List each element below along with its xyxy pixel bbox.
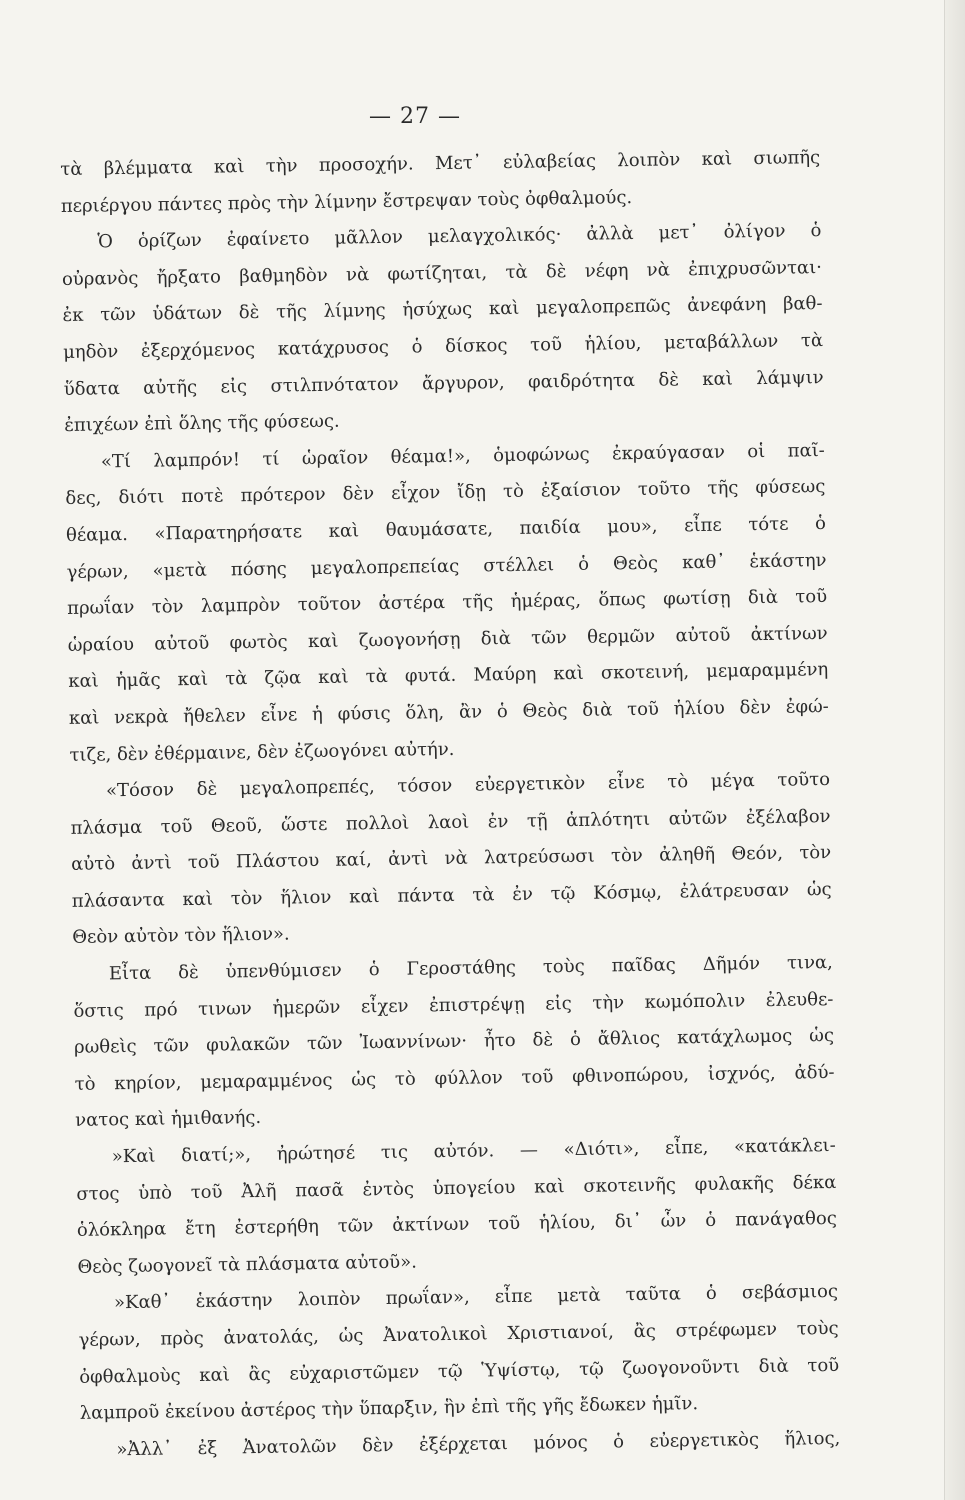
text-line: στος ὑπὸ τοῦ Ἀλῆ πασᾶ ἐντὸς ὑπογείου καὶ σκοτεινῆς φυλακῆς δέκα xyxy=(76,1171,837,1205)
text-line: καὶ νεκρὰ ἤθελεν εἶνε ἡ φύσις ὅλη, ἂν ὁ Θεὸς διὰ τοῦ ἡλίου δὲν ἐφώ- xyxy=(68,695,829,729)
text-line: οὐρανὸς ἤρξατο βαθμηδὸν νὰ φωτίζηται, τὰ δὲ νέφη νὰ ἐπιχρυσῶνται· xyxy=(61,256,823,290)
text-line: ρωθεὶς τῶν φυλακῶν τῶν Ἰωαννίνων· ἦτο δὲ ὁ ἄθλιος κατάχλωμος ὡς xyxy=(73,1025,835,1059)
body-text xyxy=(60,140,841,1469)
text-line: τιζε, δὲν ἐθέρμαινε, δὲν ἐζωογόνει αὐτήν. xyxy=(69,738,455,766)
text-line: Θεὸν αὐτὸν τὸν ἥλιον». xyxy=(72,923,290,949)
text-line: «Τόσον δὲ μεγαλοπρεπές, τόσον εὐεργετικὸν εἶνε τὸ μέγα τοῦτο xyxy=(105,769,831,802)
text-line: γέρων, πρὸς ἀνατολάς, ὡς Ἀνατολικοὶ Χριστιανοί, ἂς στρέφωμεν τοὺς xyxy=(78,1317,839,1351)
text-line: »Καθ᾽ ἑκάστην λοιπὸν πρωΐαν», εἶπε μετὰ ταῦτα ὁ σεβάσμιος xyxy=(113,1281,839,1314)
text-line: γέρων, «μετὰ πόσης μεγαλοπρεπείας στέλλει ὁ Θεὸς καθ᾽ ἑκάστην xyxy=(66,549,827,583)
text-line: Θεὸς ζωογονεῖ τὰ πλάσματα αὐτοῦ». xyxy=(77,1251,418,1278)
text-line: ὀφθαλμοὺς καὶ ἂς εὐχαριστῶμεν τῷ Ὑψίστῳ, τῷ ζωογονοῦντι διὰ τοῦ xyxy=(79,1354,840,1388)
text-line: «Τί λαμπρόν! τί ὡραῖον θέαμα!», ὁμοφώνως ἐκραύγασαν οἱ παῖ- xyxy=(100,439,825,473)
text-line: τὰ βλέμματα καὶ τὴν προσοχήν. Μετ᾽ εὐλαβείας λοιπὸν καὶ σιωπῆς xyxy=(60,147,821,180)
text-line: πρωΐαν τὸν λαμπρὸν τοῦτον ἀστέρα τῆς ἡμέρας, ὅπως φωτίσῃ διὰ τοῦ xyxy=(67,586,828,620)
text-line: »Ἀλλ᾽ ἐξ Ἀνατολῶν δὲν ἐξέρχεται μόνος ὁ εὐεργετικὸς ἥλιος, xyxy=(116,1427,841,1461)
text-line: νατος καὶ ἡμιθανής. xyxy=(75,1107,262,1132)
text-line: μηδὸν ἐξερχόμενος κατάχρυσος ὁ δίσκος τοῦ ἡλίου, μεταβάλλων τὰ xyxy=(62,330,824,363)
text-line: τὸ κηρίον, μεμαραμμένος ὡς τὸ φύλλον τοῦ φθινοπώρου, ἰσχνός, ἀδύ- xyxy=(74,1061,835,1095)
text-line: θέαμα. «Παρατηρήσατε καὶ θαυμάσατε, παιδία μου», εἶπε τότε ὁ xyxy=(65,512,827,546)
text-line: πλάσμα τοῦ Θεοῦ, ὥστε πολλοὶ λαοὶ ἐν τῇ ἁπλότητι αὐτῶν ἐξέλαβον xyxy=(70,805,831,839)
text-line: Εἶτα δὲ ὑπενθύμισεν ὁ Γεροστάθης τοὺς παῖδας Δῆμόν τινα, xyxy=(108,952,833,985)
text-line: αὐτὸ ἀντὶ τοῦ Πλάστου καί, ἀντὶ νὰ λατρεύσωσι τὸν ἀληθῆ Θεόν, τὸν xyxy=(71,842,832,876)
page-edge-shadow xyxy=(944,0,965,1500)
text-line: ὅστις πρό τινων ἡμερῶν εἶχεν ἐπιστρέψῃ εἰς τὴν κωμόπολιν ἐλευθε- xyxy=(73,988,834,1022)
text-line: καὶ ἡμᾶς καὶ τὰ ζῷα καὶ τὰ φυτά. Μαύρη καὶ σκοτεινή, μεμαραμμένη xyxy=(68,659,829,693)
text-line: ὁλόκληρα ἔτη ἐστερήθη τῶν ἀκτίνων τοῦ ἡλίου, δι᾽ ὧν ὁ πανάγαθος xyxy=(76,1208,838,1242)
text-line: ἐκ τῶν ὑδάτων δὲ τῆς λίμνης ἡσύχως καὶ μεγαλοπρεπῶς ἀνεφάνη βαθ- xyxy=(62,293,823,327)
text-line: ὕδατα αὐτῆς εἰς στιλπνότατον ἄργυρον, φαιδρότητα δὲ καὶ λάμψιν xyxy=(63,366,824,400)
text-line: περιέργου πάντες πρὸς τὴν λίμνην ἔστρεψαν τοὺς ὀφθαλμούς. xyxy=(60,186,633,217)
text-line: πλάσαντα καὶ τὸν ἥλιον καὶ πάντα τὰ ἐν τῷ Κόσμῳ, ἐλάτρευσαν ὡς xyxy=(71,878,832,912)
page-number: — 27 — xyxy=(369,104,461,129)
text-line: λαμπροῦ ἐκείνου ἀστέρος τὴν ὕπαρξιν, ἣν ἐπὶ τῆς γῆς ἔδωκεν ἡμῖν. xyxy=(79,1393,699,1425)
text-line: Ὁ ὁρίζων ἐφαίνετο μᾶλλον μελαγχολικός· ἀλλὰ μετ᾽ ὀλίγον ὁ xyxy=(97,220,822,253)
text-line: ἐπιχέων ἐπὶ ὅλης τῆς φύσεως. xyxy=(64,410,340,437)
text-line: ὡραίου αὐτοῦ φωτὸς καὶ ζωογονήσῃ διὰ τῶν θερμῶν αὐτοῦ ἀκτίνων xyxy=(67,622,828,656)
text-line: δες, διότι ποτὲ πρότερον δὲν εἶχον ἴδῃ τὸ ἐξαίσιον τοῦτο τῆς φύσεως xyxy=(65,476,826,510)
text-line: »Καὶ διατί;», ἠρώτησέ τις αὐτόν. — «Διότι», εἶπε, «κατάκλει- xyxy=(111,1134,836,1168)
